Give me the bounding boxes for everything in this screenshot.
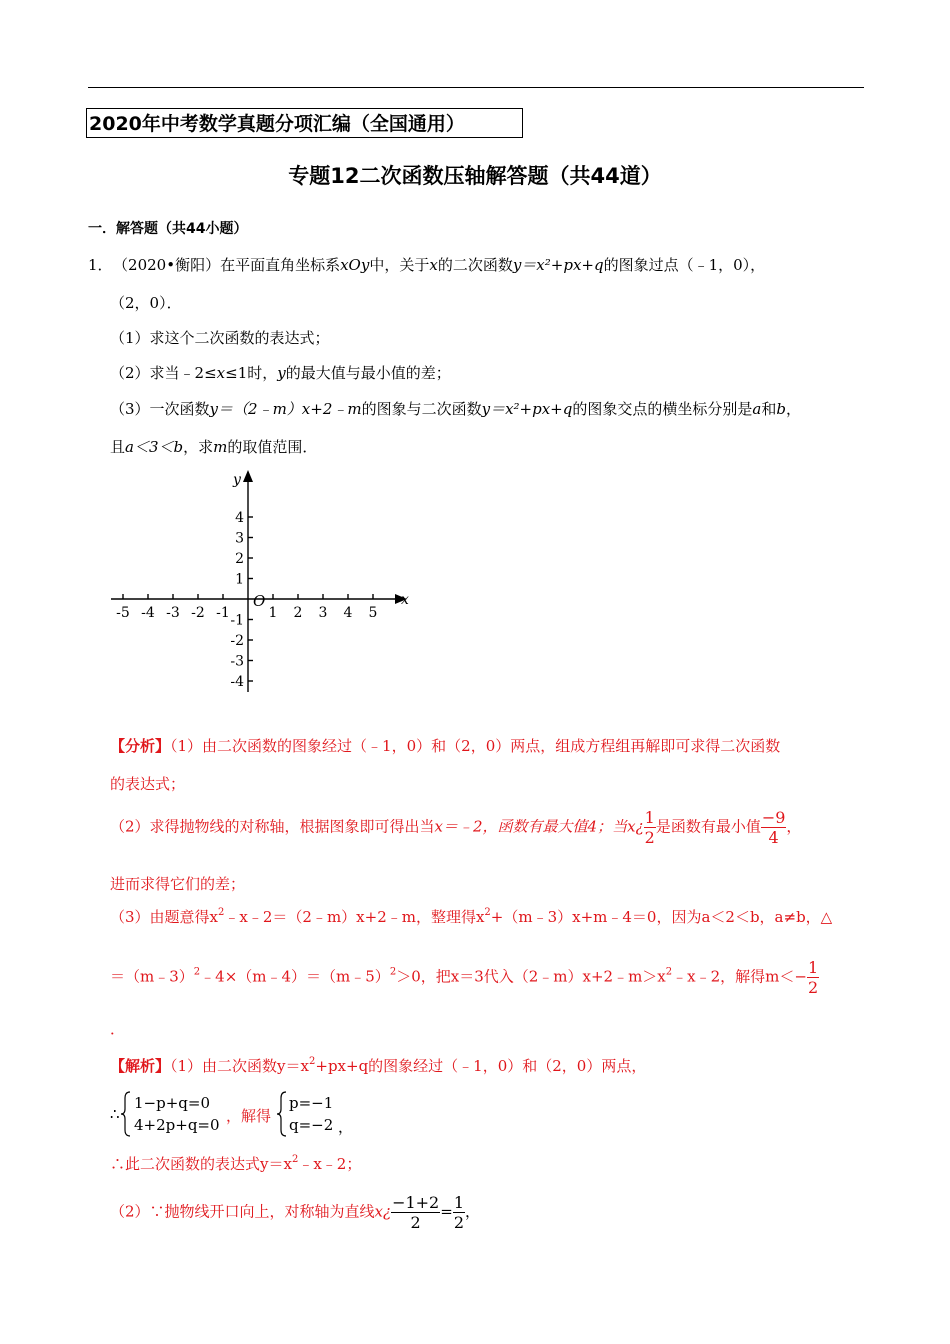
equation-1: 1−p+q=0 <box>134 1094 210 1112</box>
analysis-line-3: （2）求得抛物线的对称轴，根据图象即可得出当x＝﹣2，函数有最大值4；当x¿ $\frac{1}{2}$ 是函数有最小值 $\frac{-9}{4}$ ， <box>110 808 802 847</box>
solution-line-3: ∴此二次函数的表达式$y=x^2﹣x﹣2$； <box>110 1154 362 1173</box>
analysis-line-2: 的表达式； <box>110 775 186 793</box>
analysis-line-1: 【分析】（1）由二次函数的图象经过（﹣1，0）和（2，0）两点，组成方程组再解即可求得二次函数 <box>110 737 781 755</box>
left-brace <box>276 1090 288 1138</box>
solve-text: ，解得 <box>226 1107 272 1125</box>
section-heading: 一．解答题（共44小题） <box>88 221 248 237</box>
origin-label: O <box>253 592 266 610</box>
x-tick-label: 1 <box>268 605 278 621</box>
solution-line-1: 【解析】（1）由二次函数$y=x^2+px+q$的图象经过（﹣1，0）和（2，0）两点， <box>110 1056 647 1075</box>
solution-tag: 【解析】 <box>110 1057 171 1075</box>
result-comma: ， <box>338 1118 354 1136</box>
x-tick-label: 4 <box>343 605 353 621</box>
fraction: $\frac{1}{2}$ <box>453 1193 464 1232</box>
analysis-line-6: ＝（m﹣3）$^2$﹣4×（m﹣4）＝（m﹣5）$^2$＞0，把x＝3代入$(2﹣m)x+2﹣m>x^2﹣x﹣2$，解得m＜− $\frac{1}{2}$ <box>110 958 819 997</box>
x-tick-label: -3 <box>166 605 180 621</box>
problem-part-2: （2）求当﹣2≤x≤1时，y的最大值与最小值的差； <box>110 364 451 382</box>
y-tick-label: -2 <box>230 633 244 649</box>
x-tick-label: 5 <box>368 605 378 621</box>
analysis-line-7: ． <box>110 1020 126 1038</box>
problem-part-3: （3）一次函数y＝（2﹣m）x+2﹣m的图象与二次函数y＝x²+px+q的图象交点的横坐标分别是a和b， <box>110 400 801 418</box>
problem-line-2: （2，0）． <box>110 294 182 312</box>
problem-part-3-line-2: 且a＜3＜b，求m的取值范围． <box>110 438 318 456</box>
analysis-line-5: （3）由题意得$x^2﹣x﹣2=(2﹣m)x+2﹣m$，整理得$x^2+(m﹣3)x+m﹣4=0$，因为a＜2＜b，a≠b，△ <box>110 907 833 926</box>
x-tick-label: 2 <box>293 605 303 621</box>
page-title: 专题12二次函数压轴解答题（共44道） <box>288 164 662 188</box>
x-axis-label: x <box>401 592 409 608</box>
fraction: $\frac{-9}{4}$ <box>761 808 786 847</box>
problem-line-1: 1． （2020•衡阳）在平面直角坐标系xOy中，关于x的二次函数y＝x²+px+q的图象过点（﹣1，0）， <box>88 256 766 274</box>
result-1: p=−1 <box>289 1094 334 1112</box>
y-tick-label: 3 <box>235 530 244 547</box>
y-tick-label: 2 <box>235 551 244 567</box>
coordinate-graph <box>105 468 415 698</box>
graph-axes <box>111 470 407 692</box>
y-axis-label: y <box>233 472 241 488</box>
x-tick-label: -5 <box>116 605 130 621</box>
problem-part-1: （1）求这个二次函数的表达式； <box>110 329 330 347</box>
x-tick-label: 3 <box>318 605 328 621</box>
therefore-symbol: ∴ <box>110 1105 120 1123</box>
y-tick-label: -1 <box>230 612 244 629</box>
y-tick-label: 4 <box>235 510 244 526</box>
y-axis-ticks <box>230 510 253 690</box>
y-axis-arrow <box>243 470 253 482</box>
top-rule <box>88 87 864 88</box>
x-tick-label: -4 <box>141 605 155 621</box>
x-tick-label: -2 <box>191 605 205 621</box>
series-title-box: 2020年中考数学真题分项汇编（全国通用） <box>86 108 523 138</box>
problem-number: 1． <box>88 256 113 274</box>
y-tick-label: -3 <box>230 653 244 670</box>
left-brace <box>120 1090 132 1138</box>
equation-2: 4+2p+q=0 <box>134 1116 220 1134</box>
result-2: q=−2 <box>289 1116 334 1134</box>
fraction: $\frac{1}{2}$ <box>644 808 655 847</box>
y-tick-label: -4 <box>230 674 244 690</box>
y-tick-label: 1 <box>235 571 244 588</box>
x-axis-ticks <box>116 594 377 621</box>
analysis-line-4: 进而求得它们的差； <box>110 875 246 893</box>
x-tick-label: -1 <box>216 605 230 621</box>
fraction: $\frac{-1+2}{2}$ <box>392 1193 440 1232</box>
fraction: $\frac{1}{2}$ <box>807 958 819 997</box>
solution-line-4: （2）∵抛物线开口向上，对称轴为直线x¿ $\frac{-1+2}{2}$ = $\frac{1}{2}$ ， <box>110 1193 481 1232</box>
analysis-tag: 【分析】 <box>110 737 171 755</box>
